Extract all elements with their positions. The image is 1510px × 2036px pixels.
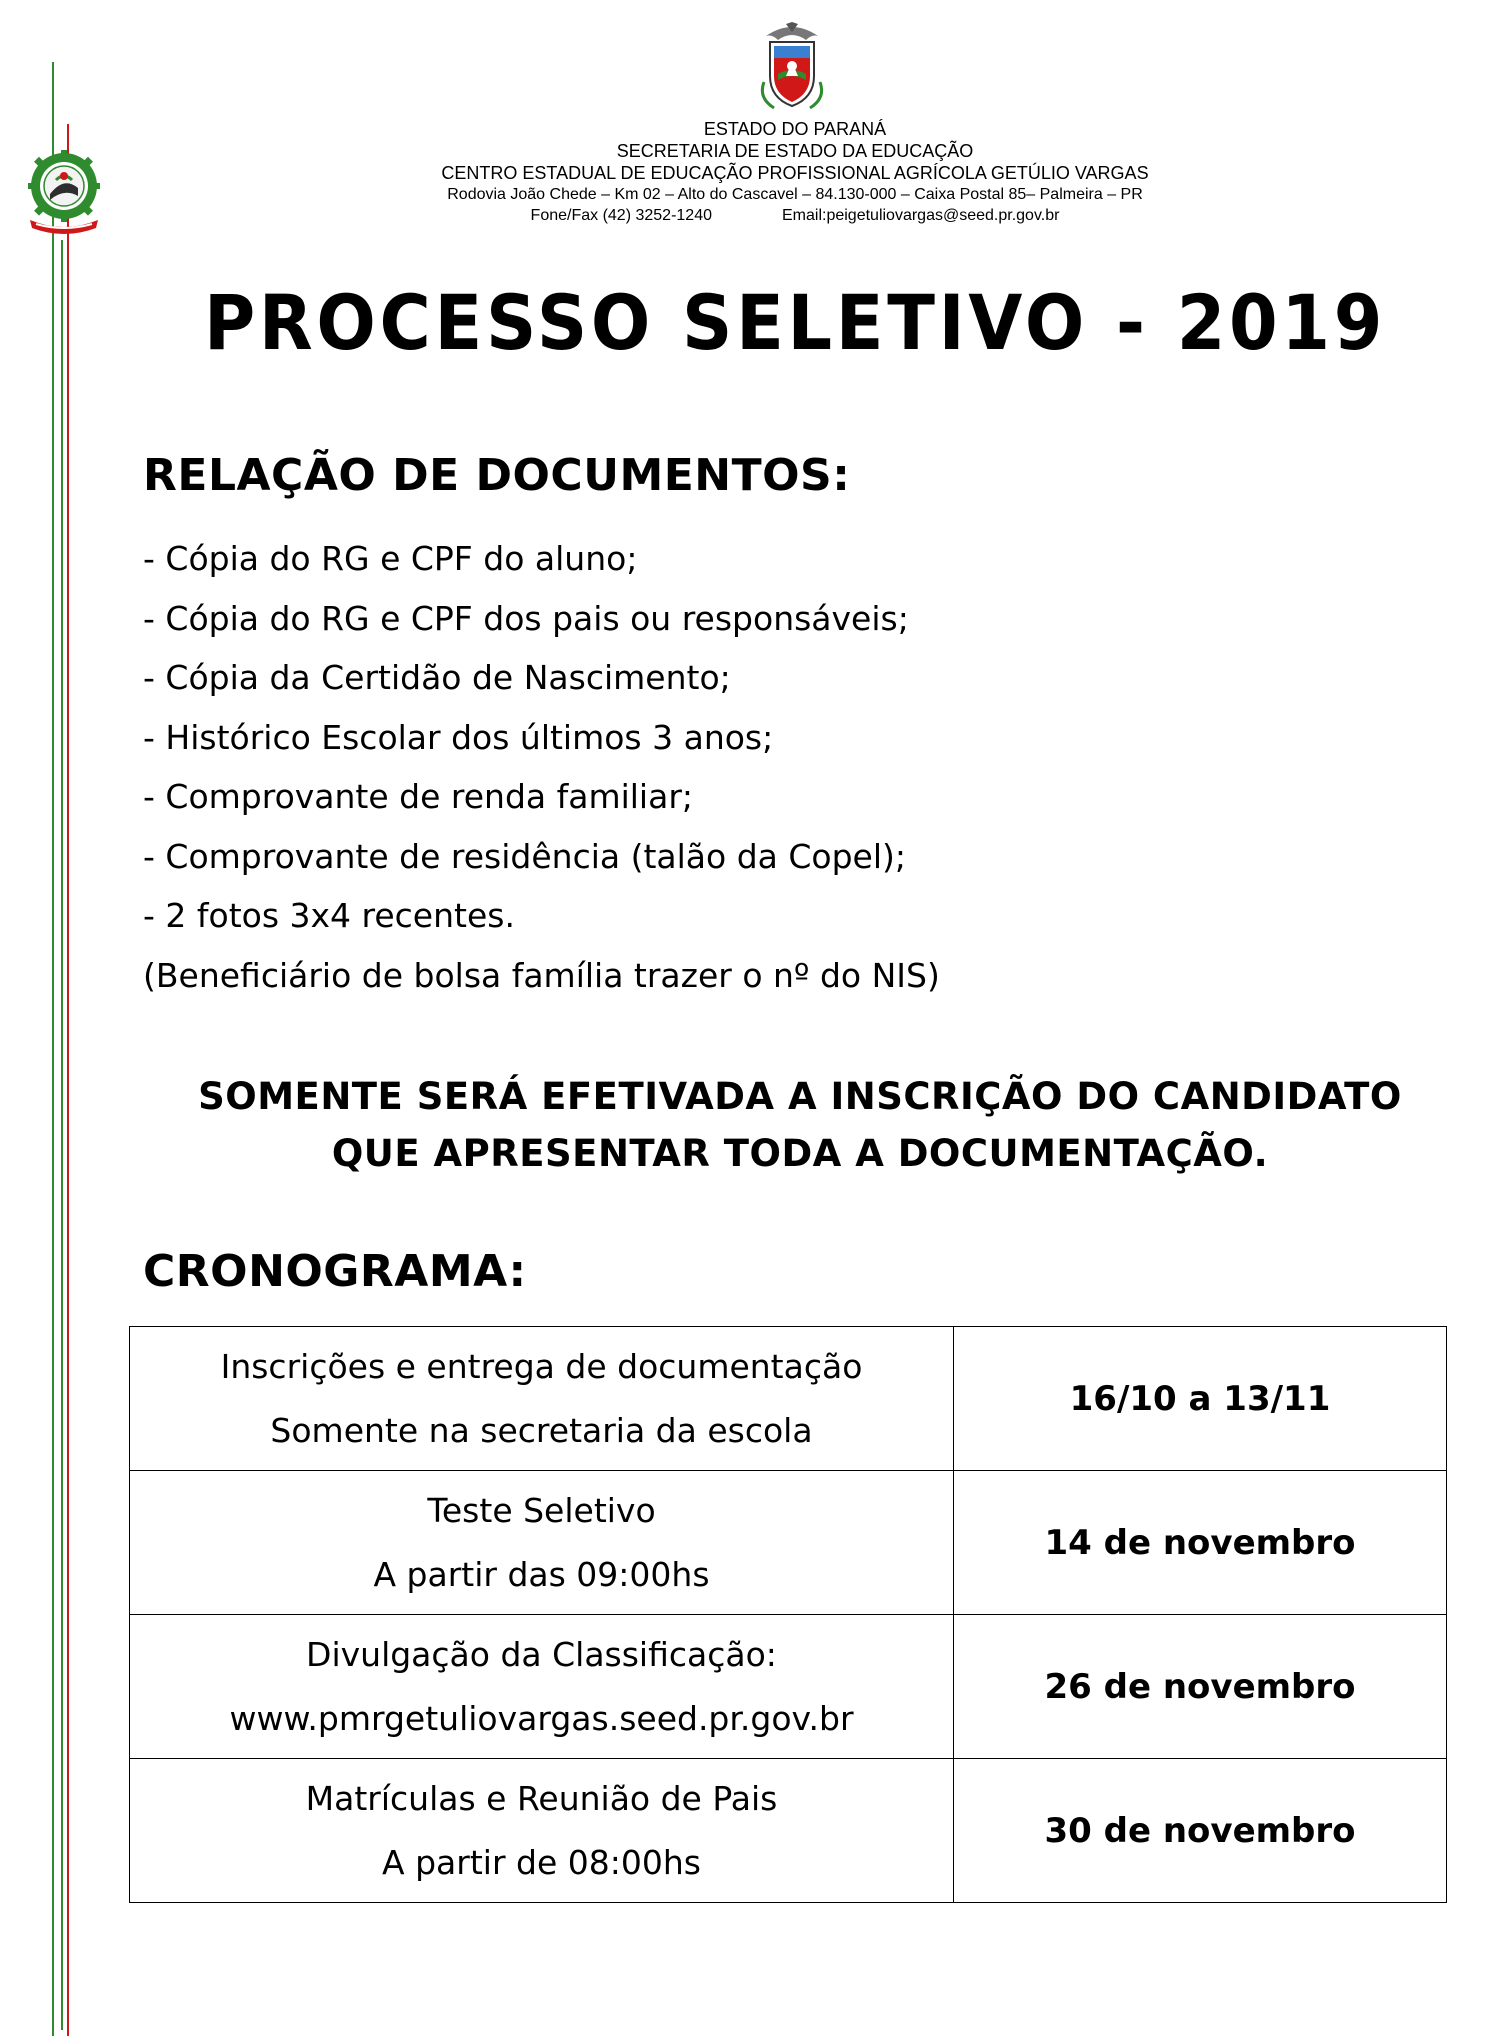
margin-line-green-inner xyxy=(61,240,63,2030)
event-title: Divulgação da Classificação: xyxy=(306,1634,777,1674)
list-item: - Histórico Escolar dos últimos 3 anos; xyxy=(143,717,774,757)
list-item: - Comprovante de renda familiar; xyxy=(143,777,694,816)
letterhead-contact xyxy=(300,205,1290,226)
letterhead-secretariat: SECRETARIA DE ESTADO DA EDUCAÇÃO xyxy=(616,141,974,161)
schedule-event-cell xyxy=(130,1759,954,1903)
list-item: - Cópia do RG e CPF do aluno; xyxy=(143,539,638,578)
schedule-event-cell xyxy=(130,1615,954,1759)
list-item: (Beneficiário de bolsa família trazer o nº do NIS) xyxy=(143,955,940,995)
event-title: Inscrições e entrega de documentação xyxy=(220,1346,863,1386)
event-title: Teste Seletivo xyxy=(427,1490,656,1530)
list-item: - Cópia da Certidão de Nascimento; xyxy=(143,658,731,697)
event-detail: A partir das 09:00hs xyxy=(373,1554,710,1594)
table-row xyxy=(130,1471,1447,1615)
letterhead-phone: Fone/Fax (42) 3252-1240 xyxy=(530,207,712,224)
letterhead-email: Email:peigetuliovargas@seed.pr.gov.br xyxy=(782,207,1060,224)
schedule-event-cell xyxy=(130,1327,954,1471)
table-row xyxy=(130,1327,1447,1471)
letterhead-address: Rodovia João Chede – Km 02 – Alto do Cascavel – 84.130-000 – Caixa Postal 85– Palmeira – PR xyxy=(447,186,1143,203)
event-detail: A partir de 08:00hs xyxy=(382,1842,701,1882)
list-item: - Cópia do RG e CPF dos pais ou responsáveis; xyxy=(143,598,909,638)
schedule-table xyxy=(129,1326,1447,1903)
schedule-date-cell: 30 de novembro xyxy=(954,1759,1447,1903)
school-emblem-icon xyxy=(26,150,102,236)
margin-line-green xyxy=(52,62,54,2036)
schedule-date-cell: 26 de novembro xyxy=(954,1615,1447,1759)
letterhead-school: CENTRO ESTADUAL DE EDUCAÇÃO PROFISSIONAL AGRÍCOLA GETÚLIO VARGAS xyxy=(441,163,1149,183)
margin-line-red xyxy=(67,124,69,2036)
letterhead-state: ESTADO DO PARANÁ xyxy=(703,119,887,139)
list-item: - 2 fotos 3x4 recentes. xyxy=(143,896,515,935)
schedule-event-cell xyxy=(130,1471,954,1615)
schedule-date-cell: 16/10 a 13/11 xyxy=(954,1327,1447,1471)
page-title: PROCESSO SELETIVO - 2019 xyxy=(203,278,1387,367)
event-detail: www.pmrgetuliovargas.seed.pr.gov.br xyxy=(229,1698,854,1738)
letterhead xyxy=(300,118,1290,226)
parana-coat-of-arms-icon xyxy=(756,22,828,114)
notice-line-2: QUE APRESENTAR TODA A DOCUMENTAÇÃO. xyxy=(331,1132,1269,1175)
list-item: - Comprovante de residência (talão da Copel); xyxy=(143,836,906,876)
table-row xyxy=(130,1759,1447,1903)
event-title: Matrículas e Reunião de Pais xyxy=(305,1778,778,1818)
documents-heading: RELAÇÃO DE DOCUMENTOS: xyxy=(143,450,851,501)
schedule-date-cell: 14 de novembro xyxy=(954,1471,1447,1615)
notice-line-1: SOMENTE SERÁ EFETIVADA A INSCRIÇÃO DO CANDIDATO xyxy=(198,1075,1402,1118)
registration-notice xyxy=(100,1068,1500,1182)
table-row xyxy=(130,1615,1447,1759)
schedule-heading: CRONOGRAMA: xyxy=(143,1246,527,1297)
documents-list xyxy=(143,538,940,1014)
event-detail: Somente na secretaria da escola xyxy=(270,1410,813,1450)
